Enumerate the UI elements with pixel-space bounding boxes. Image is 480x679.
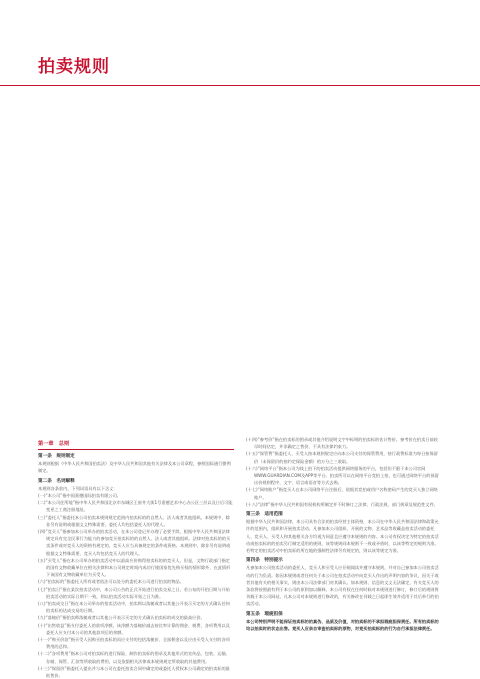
definition-item: (十六)“网络平台”指本公司为线上拍下的拍卖活动提供网络服务的平台，包括但不限于本公司官网WWW.GUARDIAN.COM及APP等平台。拍卖所可以在网络平台竞拍上拍，也可通过网络平台的预留出价规则程序、文字、语言或语音等方式去购。 <box>246 465 439 486</box>
definition-item: (四)“竞买人”指参加本公司举办的拍卖活动，在本公司登记并办理了必要手续，根据中华人民共和国法律规定具有完全民事行为能力的参加竞买拍卖标的的自然人、法人或者其他组织。法律对拍卖标的的买卖条件或对竞买人的资格有规定的，竞买人应当具备规定的条件或资格。本规则中，除非另有说明或根据文义特殊需要，竞买人均包括竞买人的代理人。 <box>38 529 231 556</box>
definition-item: (十五)“保管费”指委托人、买受人按本规则规定应向本公司支付的保管费用，按行政费标准为每日按保留价（未保留价的按约定保险金额）的万分之三收取。 <box>246 451 438 464</box>
definition-item: (十一)“购买价款”指买受人因购买拍卖标的而应支付的包括落槌价、全部佣金以及应由买受人支付的各项费用的总和。 <box>38 637 230 650</box>
section-text-5: 本公司特别声明不能保证拍卖标的的真伪、品质及价值，对拍卖标的不承担瑕疵担保责任。所有拍卖标的均以拍卖时的状态出售。竞买人应亲自审查拍卖标的原物，对竞买拍卖标的的行为自行承担法律责任。 <box>246 618 439 632</box>
definition-item: (三)“委托人”指委托本公司拍卖本规则规定范围内拍卖标的的自然人、法人或者其他组织。本规则中，除非另有说明或根据文义特殊需要，委托人均包括委托人的代理人。 <box>38 514 230 527</box>
section-text-1: 本规则根据《中华人民共和国拍卖法》及中华人民共和国其他有关法律及本公司章程，参照国际通行惯例制定。 <box>38 461 231 474</box>
chapter-heading: 第一章 总则 <box>38 441 70 447</box>
definition-item: (六)“拍卖标的”指委托人所有或者依法可以处分的委托本公司进行拍卖的物品。 <box>38 579 184 585</box>
definition-item: (八)“拍卖成交日”指在本公司举办的拍卖活动中，拍卖师以落槌或者以其他公开表示买定的方式确认任何拍卖标的达成交易的日期。 <box>38 601 230 614</box>
definition-item: (一)“本公司”指中国嘉德国际拍卖有限公司。 <box>38 493 121 499</box>
page-title: 拍卖规则 <box>38 57 110 77</box>
left-column <box>38 436 234 679</box>
section-text-3: 根据中华人民共和国法律，本公司具有合法的拍卖经营主体资格，本公司在中华人民共和国法律和政策允许的范围内，组织和开展拍卖活动。凡参加本公司组织、开展的文物、艺术品等收藏品拍卖活动的委托人、竞买人、买受人和其他相关各方均视为同意且应遵守本规则的内容。本公司有权决定为特定的拍卖活动或拍卖标的的拍卖另行制定适用的规则，该等规则同本规则不一致或矛盾时，以该等特定的规则为准。若特定的拍卖活动中拍卖标的所在地的强制性法律另有规定的，则以该等规定为准。 <box>246 519 439 554</box>
section-heading-2: 第二条 名词解释 <box>38 478 75 484</box>
definition-item: (十四)“参考价”指在拍卖标的图录或其他介绍说明文字中标明的拍卖标的估计售价。参考价在拍卖日前较早时间估定，并非确定之售价，不具有法律约束力。 <box>246 437 438 450</box>
section-heading-5: 第五条 瑕疵担保 <box>246 611 283 617</box>
definition-item: (二)“本公司住所地”指中华人民共和国北京市东城区王府井大街1号嘉德艺术中心办公区三层以及日后可能变更之工商注册地址。 <box>38 500 233 513</box>
definition-item: (七)“拍卖日”指在某次拍卖活动中，本公司公告的正式开始进行拍卖交易之日。若公布的开拍日期与开始拍卖活动的实际日期不一致，则以拍卖活动实际开始之日为准。 <box>38 586 230 599</box>
section-heading-3: 第三条 适用范围 <box>246 512 283 518</box>
chapter-divider <box>38 449 234 450</box>
section-heading-4: 第四条 特别提示 <box>246 558 283 564</box>
right-column <box>246 436 442 632</box>
definition-item: (五)“买受人”指在本公司举办的拍卖活动中以最高应价购得拍卖标的的竞买人。但是，文物行政部门指定的国有文物收藏单位在相关法律和本公司规定时间内成功行使国家优先购买权的情形除外，在此情形下该国有文物收藏单位为买受人。 <box>38 557 231 578</box>
title-divider <box>0 85 480 86</box>
definition-item: (十)“出售收益”指支付委托人的款项净额，该净额为落槌价减去按比率计算的佣金、税费、各项费用以及委托人应支付本公司的其他款项后的余额。 <box>38 622 230 635</box>
section-text-2: 本规则各条款内，下列词语具有以下含义： <box>38 485 118 491</box>
definition-item: (十二)“各项费用”指本公司对拍卖标的进行保险、制作拍卖标的图录及其他形式的宣传品、包装、运输、存储、保管、汇款等所收取的费用，以及依据相关法律或本规则规定所收取的其他费用。 <box>38 651 230 664</box>
definition-item: (十三)“保留价”指委托人提出并与本公司在委托拍卖合同中确定的或委托人授权本公司确定的拍卖标的最低售价。 <box>38 665 230 679</box>
definition-item: (十八)“法律”指中华人民共和国有权机构所制定并不时修订之法律、行政法规、部门规章及规范性文件。 <box>246 501 438 507</box>
section-text-4: 凡参加本公司拍卖活动的委托人、竞买人和买受人应仔细阅读并遵守本规则，并对自己参加本公司拍卖活动的行为负责。如因本规则或者任何关于本公司在拍卖活动中向竞买人作出的声明内容的争议，因关于或者其他有关的相关事实，则由本公司法律部门对其确认。如本规则、信息的文义无法确定，有关竞买人的条款将按照最有利于本公司的原则加以解释。本公司有权在任何时候对本规则进行修订，修订后的规则将刊载于本公司网站。凡本公司对本规则进行修改的，有关修改在刊载之日起即生效并适用于其后举行的拍卖活动。 <box>246 565 439 607</box>
definition-item: (九)“落槌价”指拍卖师落槌或者以其他公开表示买定的方式确认拍卖标的成交的最高应价。 <box>38 615 205 621</box>
definition-item: (十七)“网络账户”指竞买人在本公司网络平台注册后，依据其竞拍或用户名称密码产生的竞买人独立网络账户。 <box>246 487 438 500</box>
section-heading-1: 第一条 规则制定 <box>38 454 75 459</box>
